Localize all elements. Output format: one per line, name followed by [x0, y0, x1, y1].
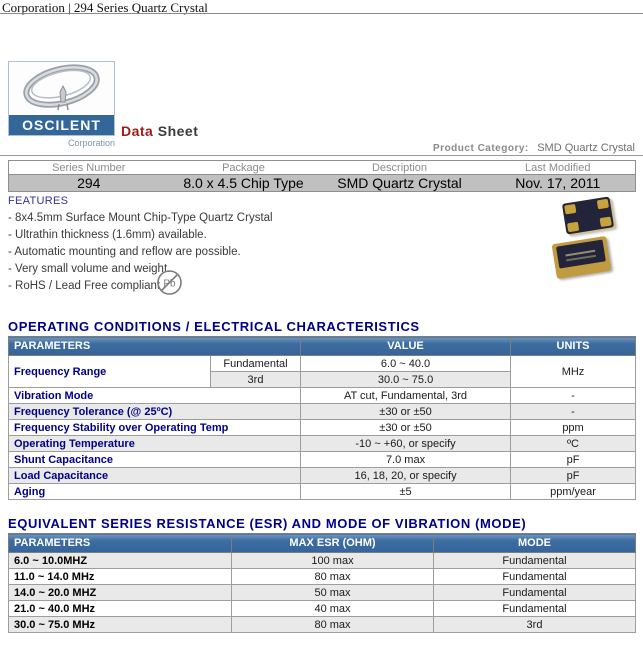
features-section — [8, 195, 478, 295]
param-cell: 11.0 ~ 14.0 MHz — [9, 569, 232, 585]
info-value-package: 8.0 x 4.5 Chip Type — [169, 175, 319, 192]
param-cell: 21.0 ~ 40.0 MHz — [9, 601, 232, 617]
unit-cell: MHz — [511, 356, 636, 388]
features-title: FEATURES — [8, 195, 69, 207]
esr-header-parameters: PARAMETERS — [9, 534, 232, 553]
oscilent-logo — [8, 61, 115, 136]
mode-cell: Fundamental — [434, 601, 636, 617]
chip-photo-top — [562, 196, 614, 234]
product-category-label: Product Category: — [433, 143, 529, 154]
op-row-frequency-tolerance — [9, 404, 636, 420]
esr-row — [9, 569, 636, 585]
op-header-value: VALUE — [301, 337, 511, 356]
datasheet-label — [121, 123, 198, 139]
info-value-last-modified: Nov. 17, 2011 — [481, 175, 636, 192]
datasheet-label-data: Data — [121, 123, 154, 139]
logo-ellipse-icon — [9, 62, 114, 113]
feature-item: - Very small volume and weight. — [8, 263, 171, 275]
esr-row — [9, 617, 636, 633]
unit-cell: - — [511, 388, 636, 404]
info-value-description: SMD Quartz Crystal — [319, 175, 481, 192]
param-cell: Load Capacitance — [9, 468, 301, 484]
esr-row — [9, 585, 636, 601]
esr-header-mode: MODE — [434, 534, 636, 553]
value-cell: ±30 or ±50 — [301, 420, 511, 436]
product-photos — [550, 196, 640, 286]
param-cell: Operating Temperature — [9, 436, 301, 452]
esr-row — [9, 601, 636, 617]
param-cell: Aging — [9, 484, 301, 500]
param-cell: 6.0 ~ 10.0MHZ — [9, 553, 232, 569]
param-cell: Frequency Range — [9, 356, 211, 388]
param-cell: Frequency Stability over Operating Temp — [9, 420, 301, 436]
feature-item: - 8x4.5mm Surface Mount Chip-Type Quartz Crystal — [8, 212, 273, 224]
op-row-frequency-stability — [9, 420, 636, 436]
param-cell: 14.0 ~ 20.0 MHZ — [9, 585, 232, 601]
info-value-series-number: 294 — [9, 175, 169, 192]
value-cell: 16, 18, 20, or specify — [301, 468, 511, 484]
unit-cell: ppm — [511, 420, 636, 436]
op-row-frequency-range-fundamental — [9, 356, 636, 372]
mode-cell: 3rd — [434, 617, 636, 633]
value-cell: 6.0 ~ 40.0 — [301, 356, 511, 372]
feature-item: - Ultrathin thickness (1.6mm) available. — [8, 229, 207, 241]
pb-free-icon — [156, 269, 183, 301]
op-row-load-capacitance — [9, 468, 636, 484]
value-cell: -10 ~ +60, or specify — [301, 436, 511, 452]
esr-header-max-esr: MAX ESR (OHM) — [232, 534, 434, 553]
op-header-row — [9, 337, 636, 356]
value-cell: ±5 — [301, 484, 511, 500]
esr-value-cell: 50 max — [232, 585, 434, 601]
mode-cell: Fundamental — [434, 569, 636, 585]
product-category — [433, 138, 635, 156]
value-cell: AT cut, Fundamental, 3rd — [301, 388, 511, 404]
unit-cell: pF — [511, 468, 636, 484]
header-divider — [0, 155, 643, 156]
svg-text:Pb: Pb — [163, 278, 176, 290]
feature-item: - RoHS / Lead Free compliant — [8, 280, 161, 292]
value-cell: ±30 or ±50 — [301, 404, 511, 420]
esr-value-cell: 100 max — [232, 553, 434, 569]
operating-conditions-heading: OPERATING CONDITIONS / ELECTRICAL CHARACTERISTICS — [8, 319, 420, 334]
mode-cell: Fundamental — [434, 553, 636, 569]
series-info-table — [8, 160, 636, 192]
value-cell: 30.0 ~ 75.0 — [301, 372, 511, 388]
param-cell: Frequency Tolerance (@ 25ºC) — [9, 404, 301, 420]
top-divider — [0, 13, 643, 14]
op-row-vibration-mode — [9, 388, 636, 404]
esr-header-row — [9, 534, 636, 553]
info-header-package: Package — [169, 161, 319, 175]
param-cell: 30.0 ~ 75.0 MHz — [9, 617, 232, 633]
unit-cell: - — [511, 404, 636, 420]
info-value-row — [9, 175, 636, 192]
op-row-shunt-capacitance — [9, 452, 636, 468]
chip-photo-bottom — [552, 236, 612, 279]
product-category-value: SMD Quartz Crystal — [537, 142, 635, 154]
op-row-operating-temperature — [9, 436, 636, 452]
subparam-cell: Fundamental — [211, 356, 301, 372]
esr-value-cell: 80 max — [232, 569, 434, 585]
unit-cell: ppm/year — [511, 484, 636, 500]
info-header-row — [9, 161, 636, 175]
datasheet-label-sheet: Sheet — [157, 123, 199, 139]
esr-value-cell: 80 max — [232, 617, 434, 633]
param-cell: Vibration Mode — [9, 388, 301, 404]
info-header-series-number: Series Number — [9, 161, 169, 175]
subparam-cell: 3rd — [211, 372, 301, 388]
logo-wordmark: OSCILENT — [22, 117, 101, 133]
op-row-aging — [9, 484, 636, 500]
feature-item: - Automatic mounting and reflow are possible. — [8, 246, 241, 258]
esr-row — [9, 553, 636, 569]
op-header-parameters: PARAMETERS — [9, 337, 301, 356]
unit-cell: ºC — [511, 436, 636, 452]
value-cell: 7.0 max — [301, 452, 511, 468]
mode-cell: Fundamental — [434, 585, 636, 601]
info-header-last-modified: Last Modified — [481, 161, 636, 175]
param-cell: Shunt Capacitance — [9, 452, 301, 468]
unit-cell: pF — [511, 452, 636, 468]
logo-wordmark-bar — [9, 113, 114, 135]
page-title: Corporation | 294 Series Quartz Crystal — [2, 0, 208, 15]
logo-corporation-label: Corporation — [67, 138, 115, 148]
info-header-description: Description — [319, 161, 481, 175]
operating-conditions-table — [8, 336, 636, 500]
esr-table — [8, 533, 636, 633]
esr-heading: EQUIVALENT SERIES RESISTANCE (ESR) AND MODE OF VIBRATION (MODE) — [8, 516, 527, 531]
op-header-units: UNITS — [511, 337, 636, 356]
esr-value-cell: 40 max — [232, 601, 434, 617]
